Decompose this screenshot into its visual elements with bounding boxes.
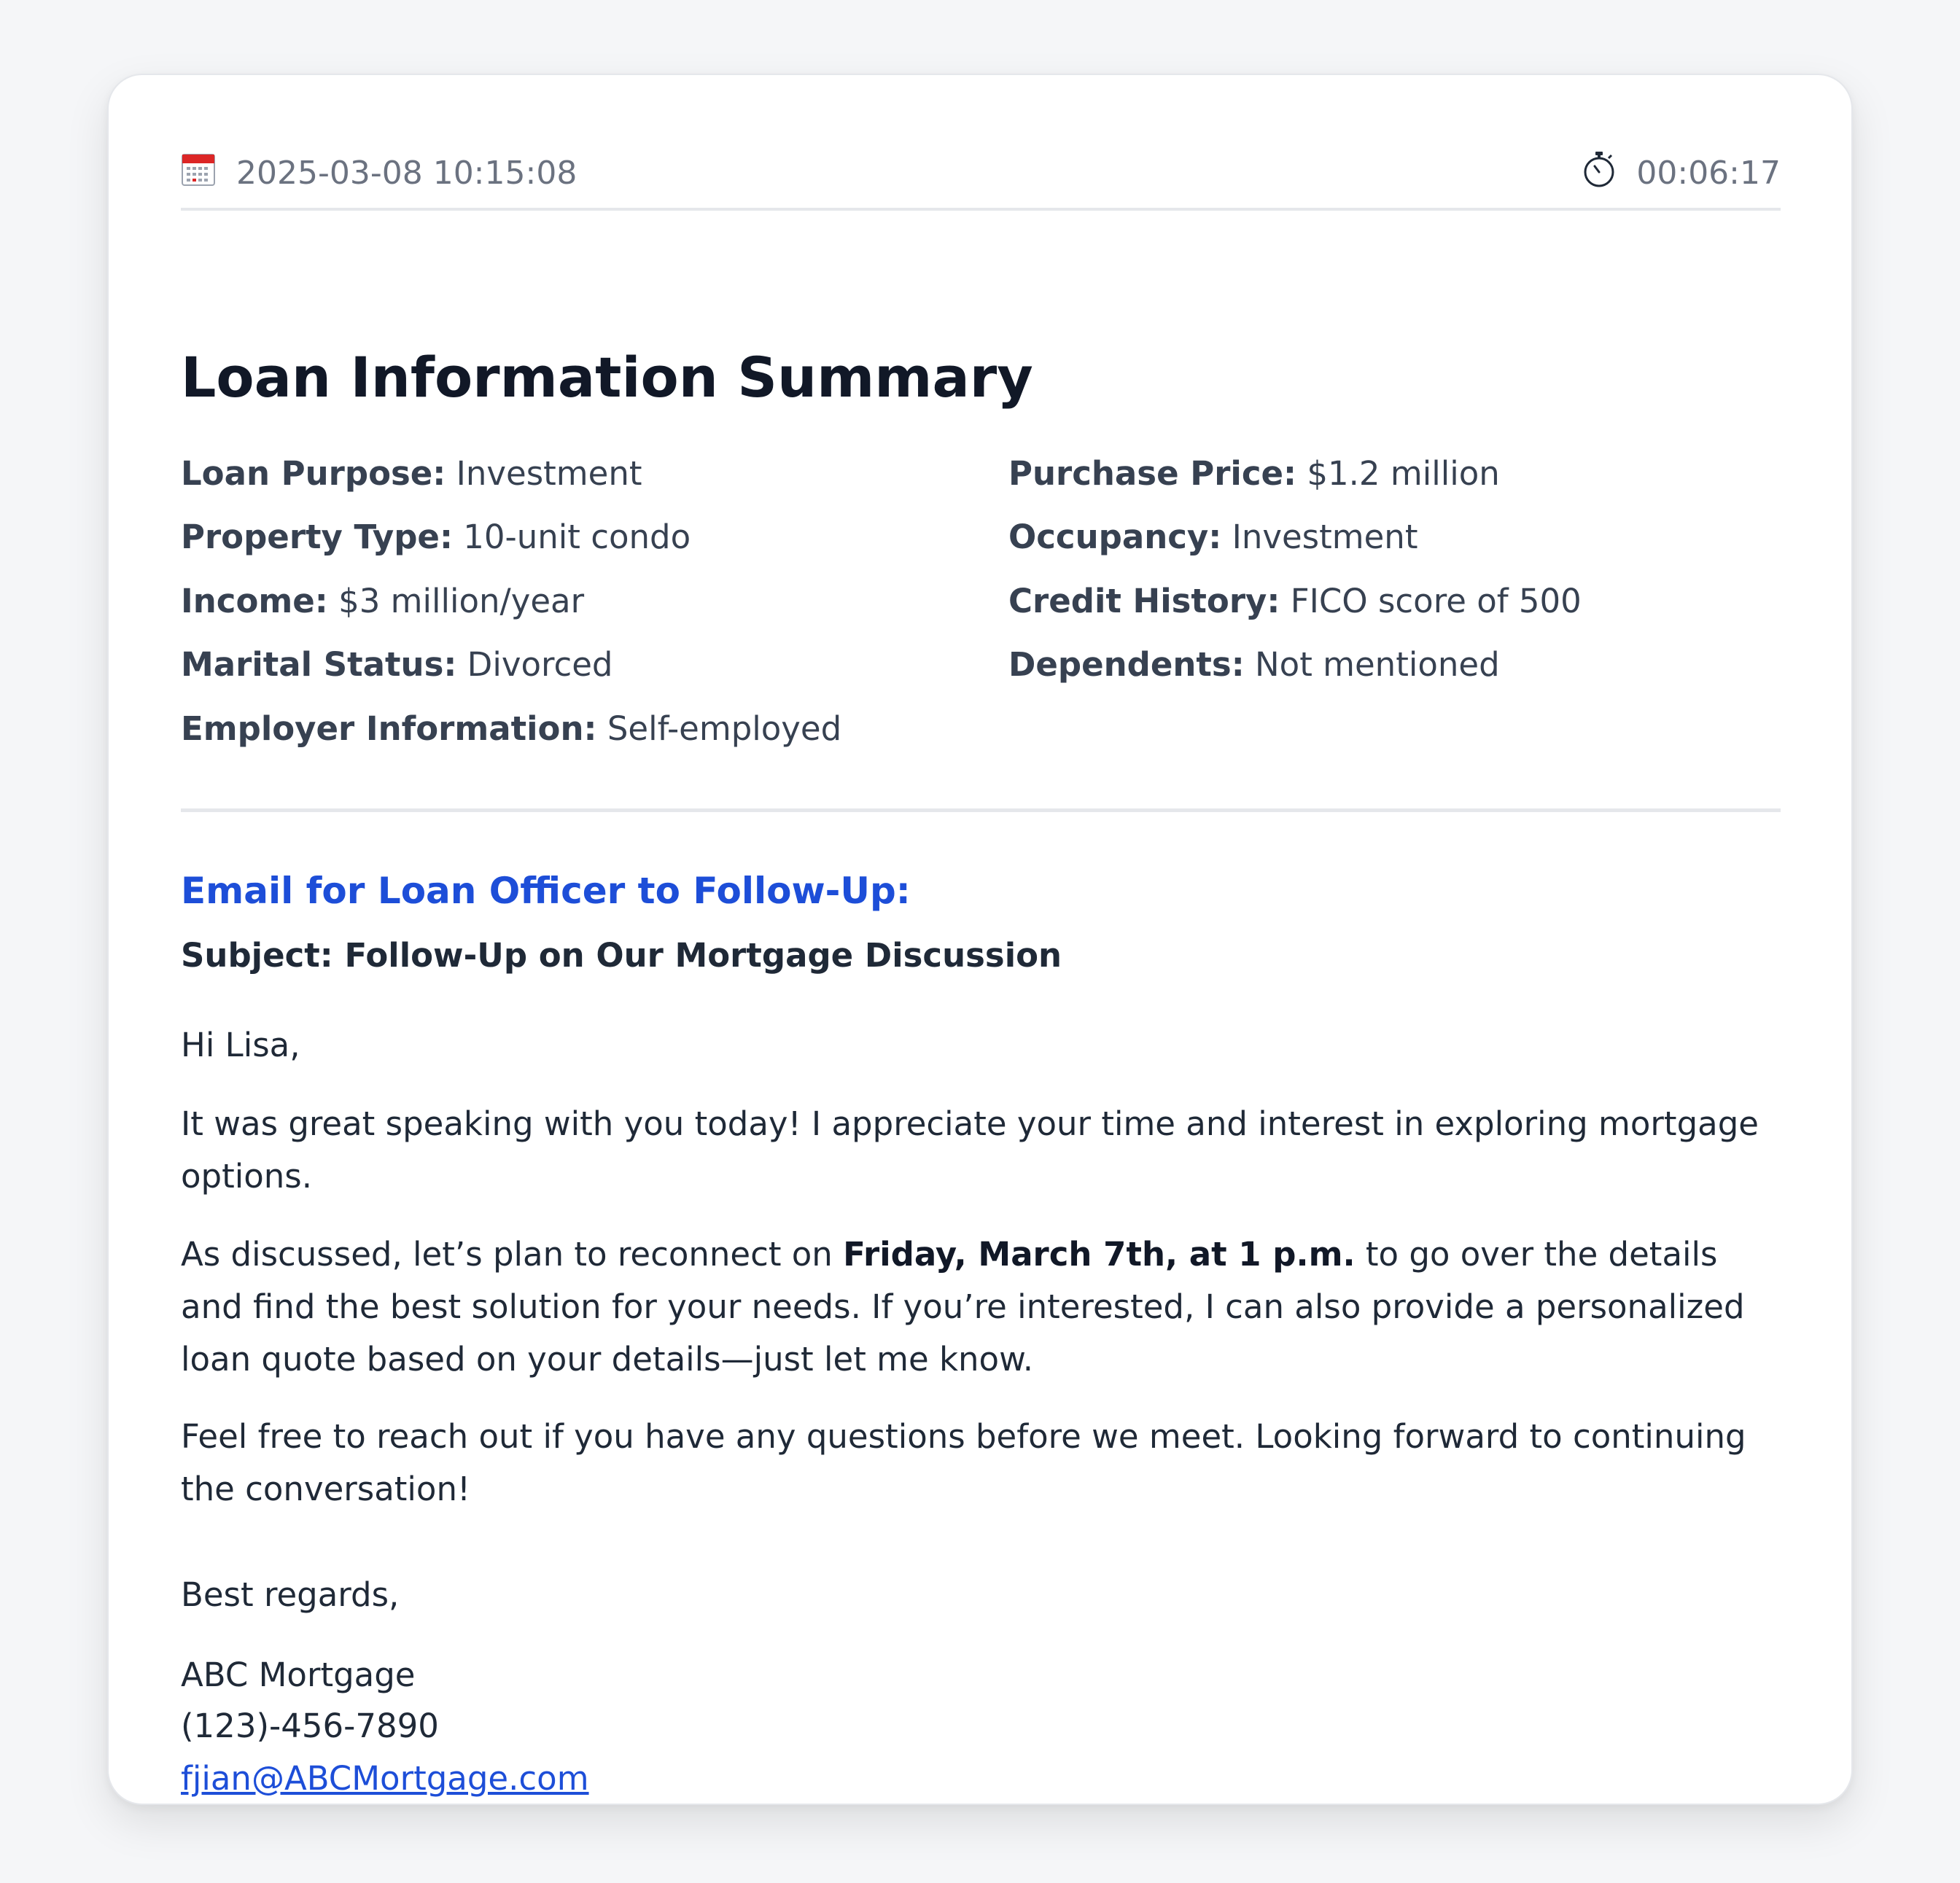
field-label: Property Type: — [181, 518, 453, 556]
field-value: FICO score of 500 — [1290, 582, 1582, 620]
field-label: Income: — [181, 582, 328, 620]
field-label: Employer Information: — [181, 709, 597, 748]
datetime-text: 2025-03-08 10:15:08 — [236, 154, 578, 192]
call-datetime — [181, 151, 577, 195]
meeting-time: Friday, March 7th, at 1 p.m. — [843, 1235, 1356, 1274]
field-occupancy — [1008, 518, 1418, 556]
signature-company: ABC Mortgage — [181, 1656, 416, 1694]
email-heading: Email for Loan Officer to Follow-Up: — [181, 870, 911, 912]
field-property-type — [181, 518, 691, 556]
field-value: Self-employed — [607, 709, 842, 748]
field-loan-purpose — [181, 454, 642, 493]
summary-card — [107, 74, 1853, 1805]
call-duration — [1582, 151, 1781, 195]
field-value: Not mentioned — [1255, 645, 1500, 684]
email-subject: Subject: Follow-Up on Our Mortgage Discussion — [181, 936, 1062, 975]
field-dependents — [1008, 645, 1500, 684]
field-employer-information — [181, 709, 841, 748]
email-closing: Best regards, — [181, 1575, 400, 1614]
duration-text: 00:06:17 — [1636, 154, 1781, 192]
stopwatch-icon — [1582, 151, 1616, 195]
email-greeting: Hi Lisa, — [181, 1026, 300, 1064]
field-label: Marital Status: — [181, 645, 457, 684]
field-label: Occupancy: — [1008, 518, 1222, 556]
field-label: Dependents: — [1008, 645, 1245, 684]
field-purchase-price — [1008, 454, 1500, 493]
section-divider — [181, 808, 1781, 812]
meta-row — [181, 151, 1781, 211]
email-paragraph-2 — [181, 1228, 1781, 1386]
field-value: Divorced — [467, 645, 613, 684]
field-label: Credit History: — [1008, 582, 1280, 620]
field-value: Investment — [1232, 518, 1418, 556]
email-paragraph-1: It was great speaking with you today! I appreciate your time and interest in exploring mortgage options. — [181, 1104, 1759, 1196]
field-value: $1.2 million — [1307, 454, 1500, 493]
signature-phone: (123)-456-7890 — [181, 1707, 439, 1745]
field-income — [181, 582, 584, 620]
paragraph-text: As discussed, let’s plan to reconnect on — [181, 1235, 844, 1274]
field-value: Investment — [456, 454, 642, 493]
page-title: Loan Information Summary — [181, 345, 1033, 410]
field-label: Purchase Price: — [1008, 454, 1297, 493]
field-value: $3 million/year — [338, 582, 585, 620]
paragraph-text: to go over the details and find the best solution for your needs. If you’re interested, I can also provide a personalized loan quote based on your details—just let me know. — [181, 1235, 1745, 1379]
field-marital-status — [181, 645, 613, 684]
email-paragraph-3: Feel free to reach out if you have any questions before we meet. Looking forward to continuing the conversation! — [181, 1417, 1746, 1508]
signature-email-link[interactable]: fjian@ABCMortgage.com — [181, 1759, 589, 1798]
field-value: 10-unit condo — [463, 518, 691, 556]
calendar-icon — [181, 152, 216, 195]
field-credit-history — [1008, 582, 1582, 620]
field-label: Loan Purpose: — [181, 454, 446, 493]
